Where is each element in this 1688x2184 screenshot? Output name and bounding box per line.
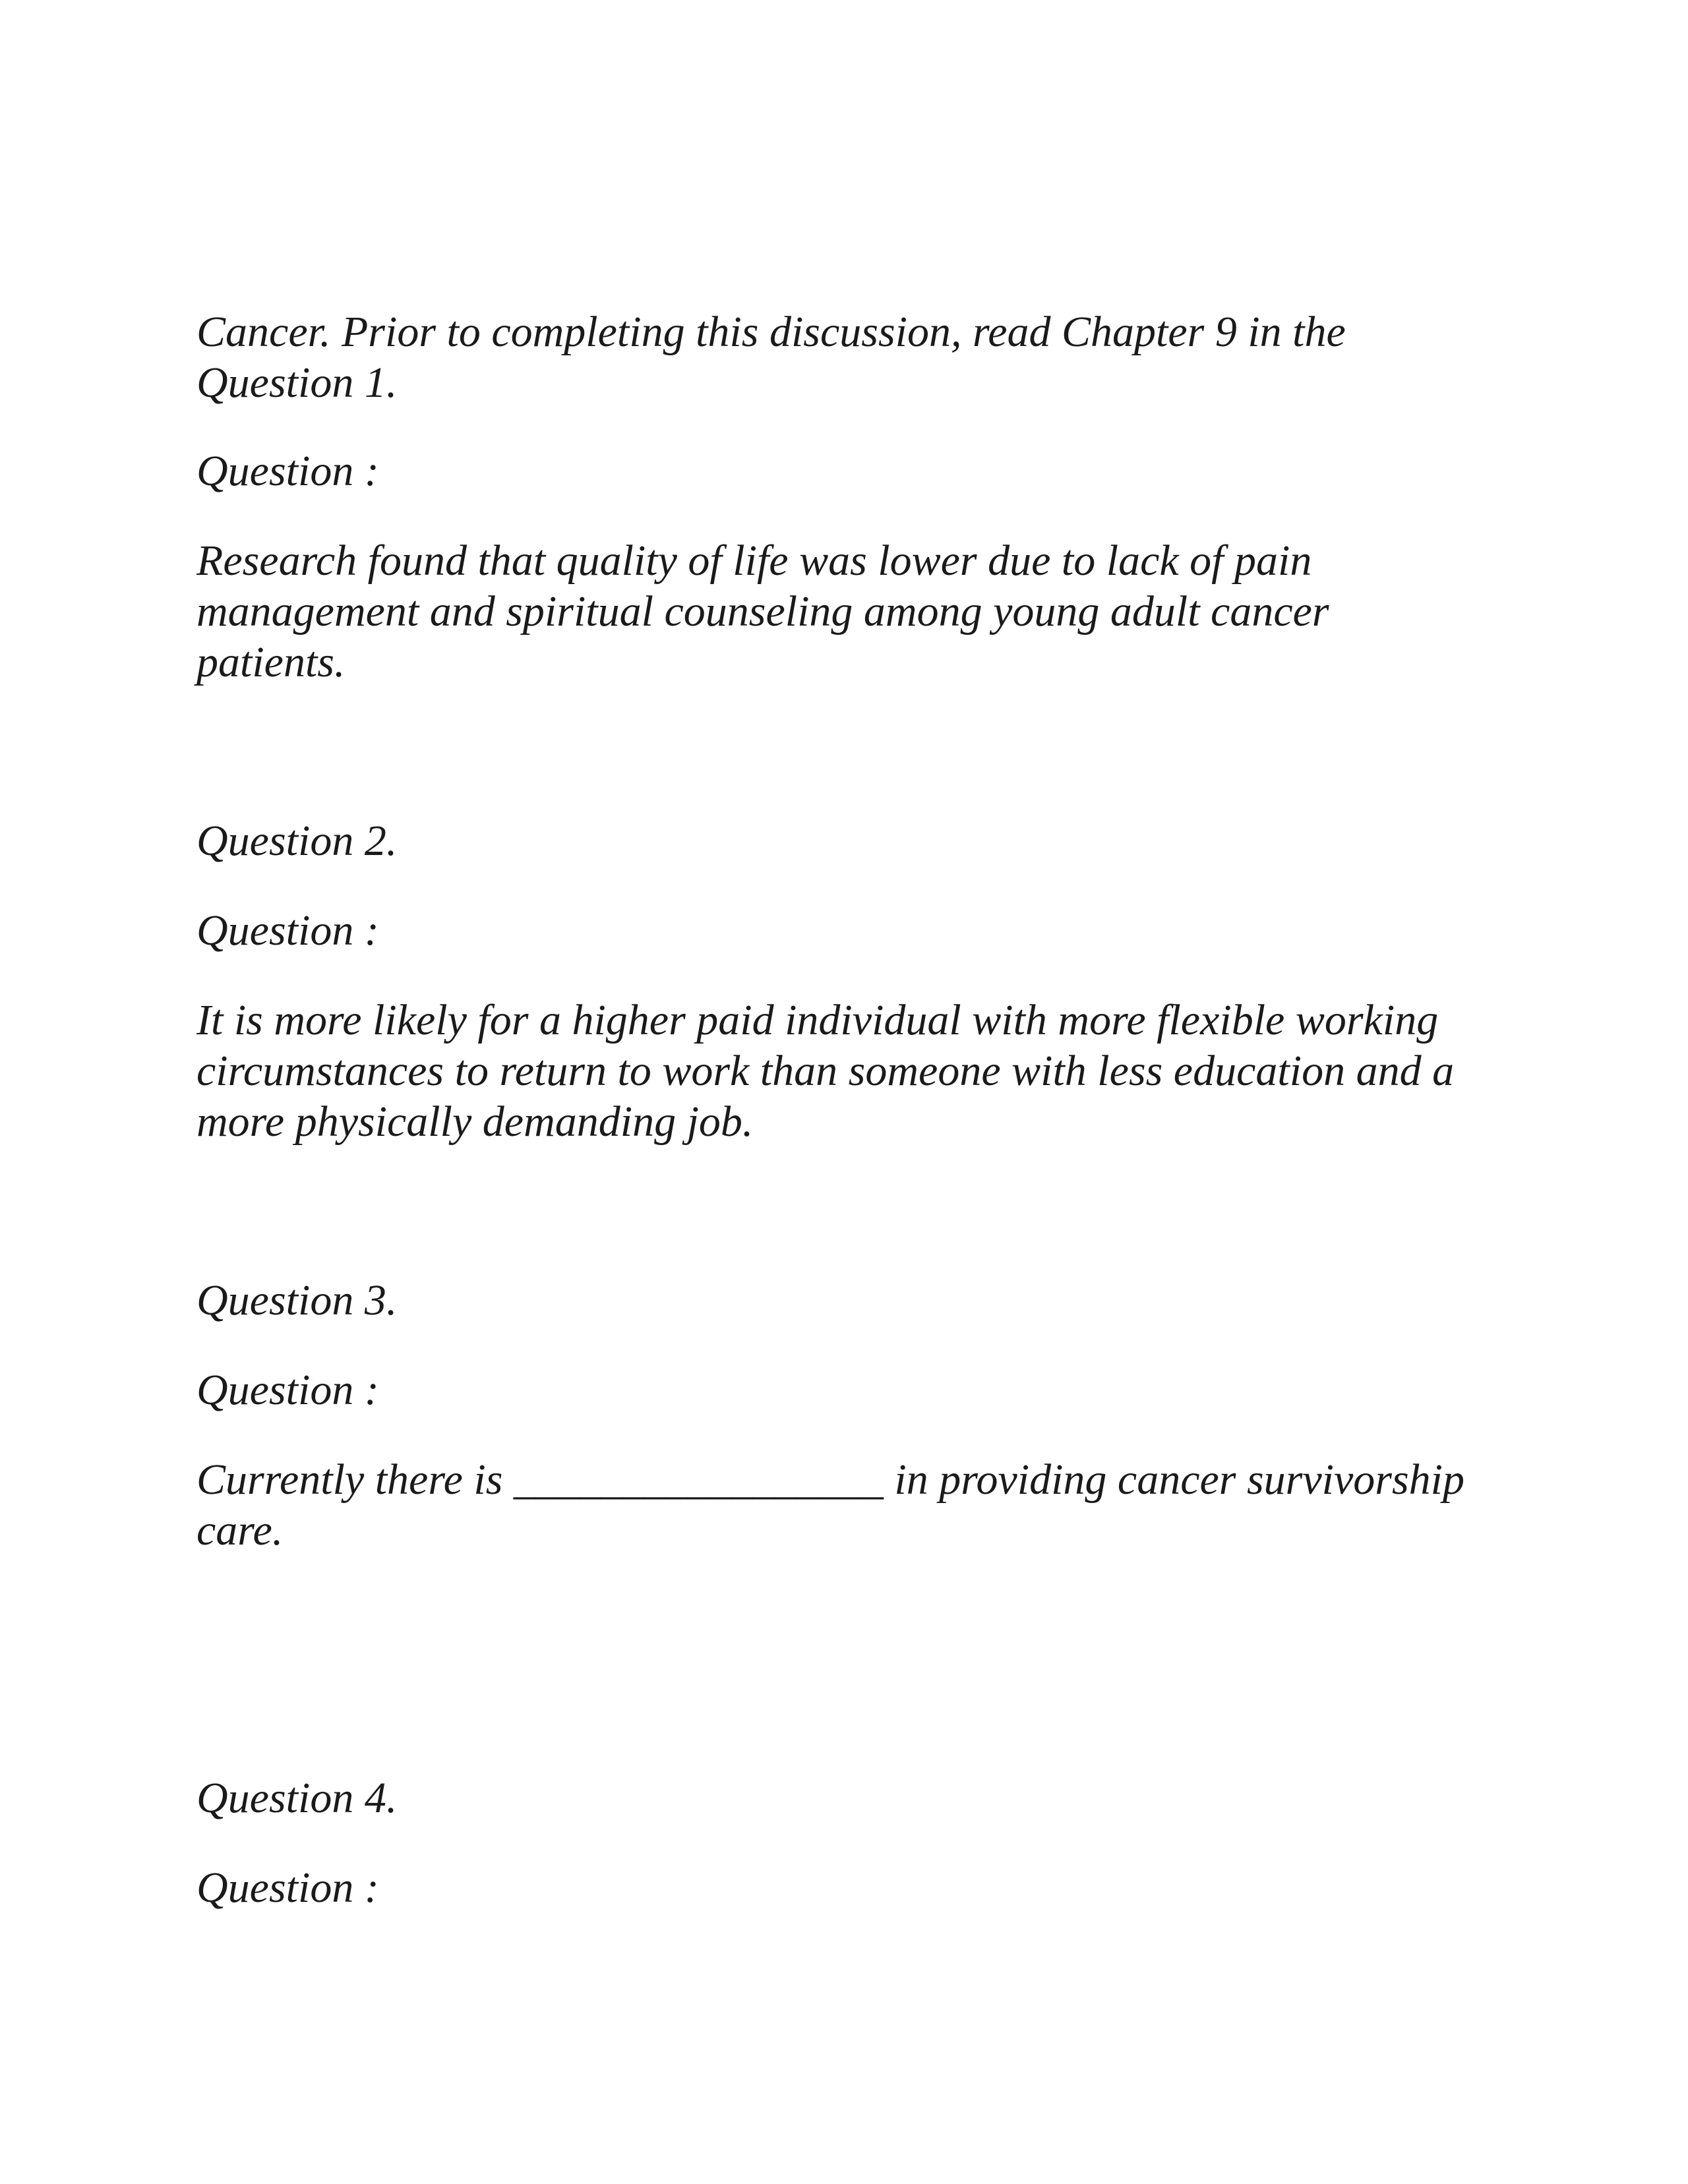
question-3-label: Question :: [196, 1366, 379, 1414]
question-1-text-line-1: Research found that quality of life was lower due to lack of pain: [196, 537, 1312, 585]
question-1-heading: Question 1.: [196, 359, 398, 407]
question-4-label: Question :: [196, 1864, 379, 1912]
question-2-text-line-3: more physically demanding job.: [196, 1098, 754, 1146]
question-2-text-line-1: It is more likely for a higher paid individual with more flexible working: [196, 996, 1439, 1044]
question-1-text-line-2: management and spiritual counseling among young adult cancer: [196, 587, 1329, 635]
question-1-text-line-3: patients.: [196, 638, 346, 686]
question-4-heading: Question 4.: [196, 1774, 398, 1822]
intro-line: Cancer. Prior to completing this discussion, read Chapter 9 in the: [196, 308, 1346, 356]
question-1-label: Question :: [196, 447, 379, 495]
question-2-text-line-2: circumstances to return to work than someone with less education and a: [196, 1047, 1455, 1095]
question-3-text-line-2: care.: [196, 1506, 284, 1554]
question-3-heading: Question 3.: [196, 1276, 398, 1324]
question-2-label: Question :: [196, 906, 379, 955]
question-3-text-line-1: Currently there is _________________ in providing cancer survivorship: [196, 1456, 1464, 1504]
question-2-heading: Question 2.: [196, 817, 398, 865]
